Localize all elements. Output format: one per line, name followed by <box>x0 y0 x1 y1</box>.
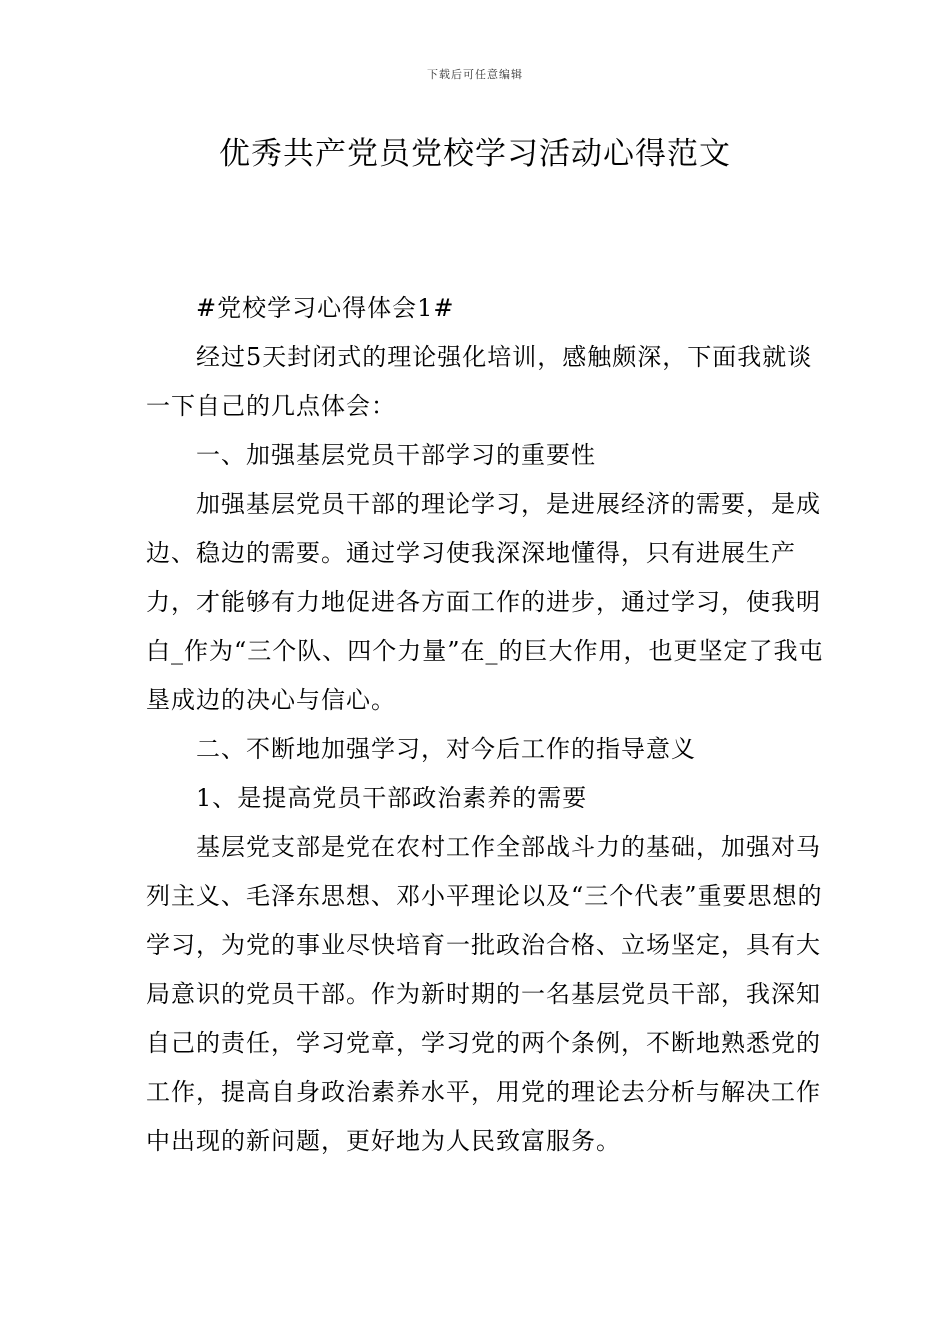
subsection-heading: 一、加强基层党员干部学习的重要性 <box>196 441 596 469</box>
subsection-heading: 二、不断地加强学习，对今后工作的指导意义 <box>196 735 696 763</box>
document-body <box>146 284 826 1166</box>
document-title: 优秀共产党员党校学习活动心得范文 <box>219 136 731 172</box>
paragraph: 经过5天封闭式的理论强化培训，感触颇深，下面我就谈一下自己的几点体会： <box>146 343 813 420</box>
header-note: 下载后可任意编辑 <box>427 68 523 81</box>
paragraph: 加强基层党员干部的理论学习，是进展经济的需要，是成边、稳边的需要。通过学习使我深深地懂得，只有进展生产力，才能够有力地促进各方面工作的进步，通过学习，使我明白_作为“三个队、四个力量”在_的巨大作用，也更坚定了我屯垦成边的决心与信心。 <box>146 490 824 714</box>
paragraph: 基层党支部是党在农村工作全部战斗力的基础，加强对马列主义、毛泽东思想、邓小平理论以及“三个代表”重要思想的学习，为党的事业尽快培育一批政治合格、立场坚定，具有大局意识的党员干部。作为新时期的一名基层党员干部，我深知自己的责任，学习党章，学习党的两个条例，不断地熟悉党的工作，提高自身政治素养水平，用党的理论去分析与解决工作中出现的新问题，更好地为人民致富服务。 <box>146 833 823 1155</box>
section-heading: #党校学习心得体会1# <box>196 294 455 322</box>
list-item-heading: 1、是提高党员干部政治素养的需要 <box>196 784 588 812</box>
